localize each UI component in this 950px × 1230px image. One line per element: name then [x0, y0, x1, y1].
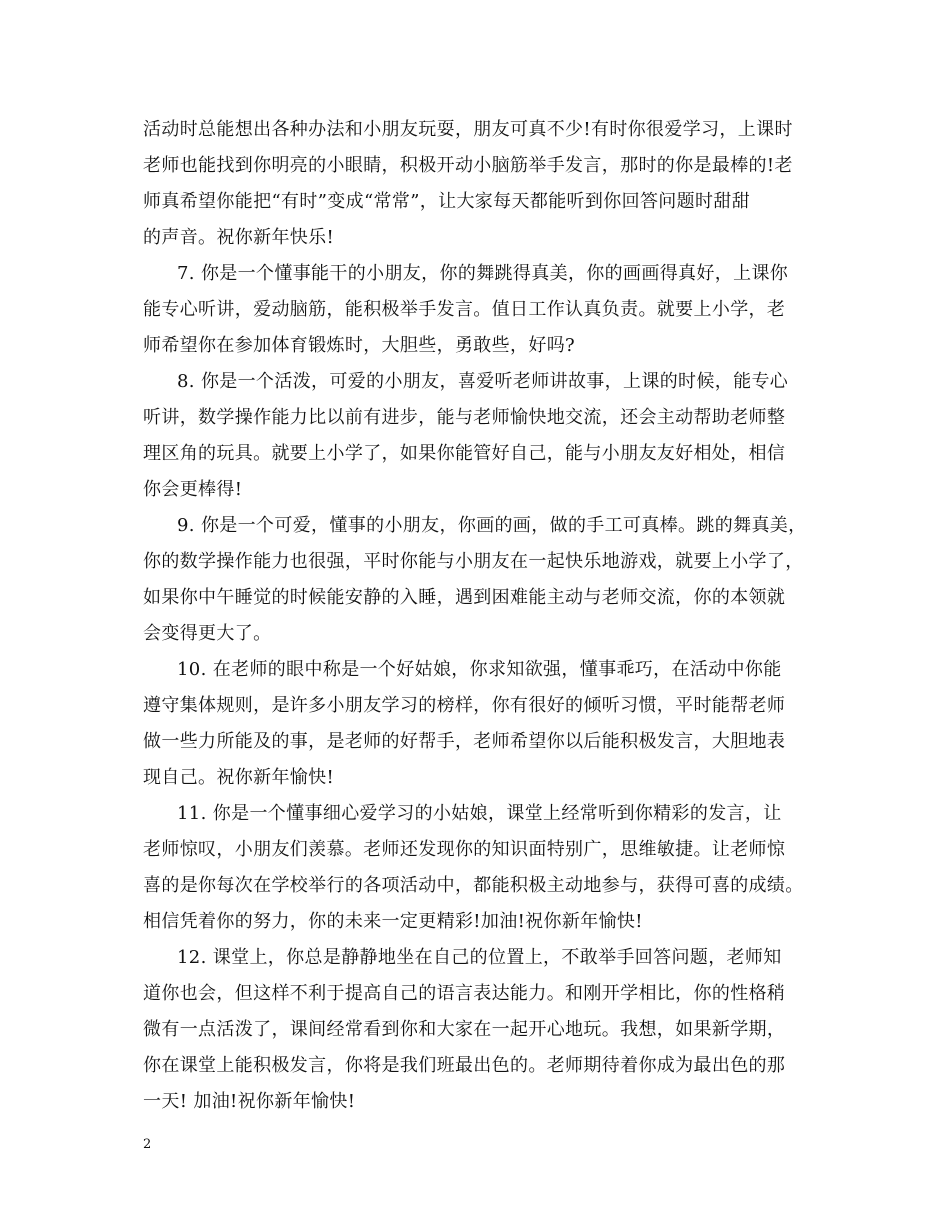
- text-line: 喜的是你每次在学校举行的各项活动中，都能积极主动地参与，获得可喜的成绩。: [143, 875, 804, 896]
- paragraph-11-start: 11. 你是一个懂事细心爱学习的小姑娘，课堂上经常听到你精彩的发言，让: [177, 803, 782, 824]
- text-line: 能专心听讲，爱动脑筋，能积极举手发言。值日工作认真负责。就要上小学，老: [143, 299, 786, 320]
- text-line: 会变得更大了。: [143, 623, 272, 644]
- paragraph-8-start: 8. 你是一个活泼，可爱的小朋友，喜爱听老师讲故事，上课的时候，能专心: [177, 371, 789, 392]
- text-line: 的声音。祝你新年快乐!: [143, 227, 335, 248]
- paragraph-9-start: 9. 你是一个可爱，懂事的小朋友，你画的画，做的手工可真棒。跳的舞真美，: [177, 515, 807, 536]
- text-line: 你的数学操作能力也很强，平时你能与小朋友在一起快乐地游戏，就要上小学了，: [143, 551, 804, 572]
- paragraph-12-start: 12. 课堂上，你总是静静地坐在自己的位置上，不敢举手回答问题，老师知: [177, 947, 782, 968]
- text-line: 活动时总能想出各种办法和小朋友玩耍，朋友可真不少!有时你很爱学习，上课时: [143, 119, 793, 140]
- page-number: 2: [143, 1137, 152, 1152]
- paragraph-7-start: 7. 你是一个懂事能干的小朋友，你的舞跳得真美，你的画画得真好，上课你: [177, 263, 789, 284]
- text-line: 师真希望你能把“有时”变成“常常”，让大家每天都能听到你回答问题时甜甜: [143, 191, 751, 212]
- text-line: 师希望你在参加体育锻炼时，大胆些，勇敢些，好吗?: [143, 335, 576, 356]
- text-line: 听讲，数学操作能力比以前有进步，能与老师愉快地交流，还会主动帮助老师整: [143, 407, 786, 428]
- text-line: 道你也会，但这样不利于提高自己的语言表达能力。和刚开学相比，你的性格稍: [143, 983, 786, 1004]
- text-line: 老师惊叹，小朋友们羡慕。老师还发现你的知识面特别广，思维敏捷。让老师惊: [143, 839, 786, 860]
- paragraph-10-start: 10. 在老师的眼中称是一个好姑娘，你求知欲强，懂事乖巧，在活动中你能: [177, 659, 782, 680]
- text-line: 一天! 加油!祝你新年愉快!: [143, 1091, 356, 1112]
- text-line: 遵守集体规则，是许多小朋友学习的榜样，你有很好的倾听习惯，平时能帮老师: [143, 695, 786, 716]
- text-line: 理区角的玩具。就要上小学了，如果你能管好自己，能与小朋友友好相处，相信: [143, 443, 786, 464]
- text-line: 老师也能找到你明亮的小眼睛，积极开动小脑筋举手发言，那时的你是最棒的!老: [143, 155, 793, 176]
- text-line: 做一些力所能及的事，是老师的好帮手，老师希望你以后能积极发言，大胆地表: [143, 731, 786, 752]
- text-line: 你在课堂上能积极发言，你将是我们班最出色的。老师期待着你成为最出色的那: [143, 1055, 786, 1076]
- text-line: 你会更棒得!: [143, 479, 243, 500]
- text-line: 相信凭着你的努力，你的未来一定更精彩!加油!祝你新年愉快!: [143, 911, 643, 932]
- text-line: 微有一点活泼了，课间经常看到你和大家在一起开心地玩。我想，如果新学期，: [143, 1019, 786, 1040]
- text-line: 现自己。祝你新年愉快!: [143, 767, 335, 788]
- text-line: 如果你中午睡觉的时候能安静的入睡，遇到困难能主动与老师交流，你的本领就: [143, 587, 786, 608]
